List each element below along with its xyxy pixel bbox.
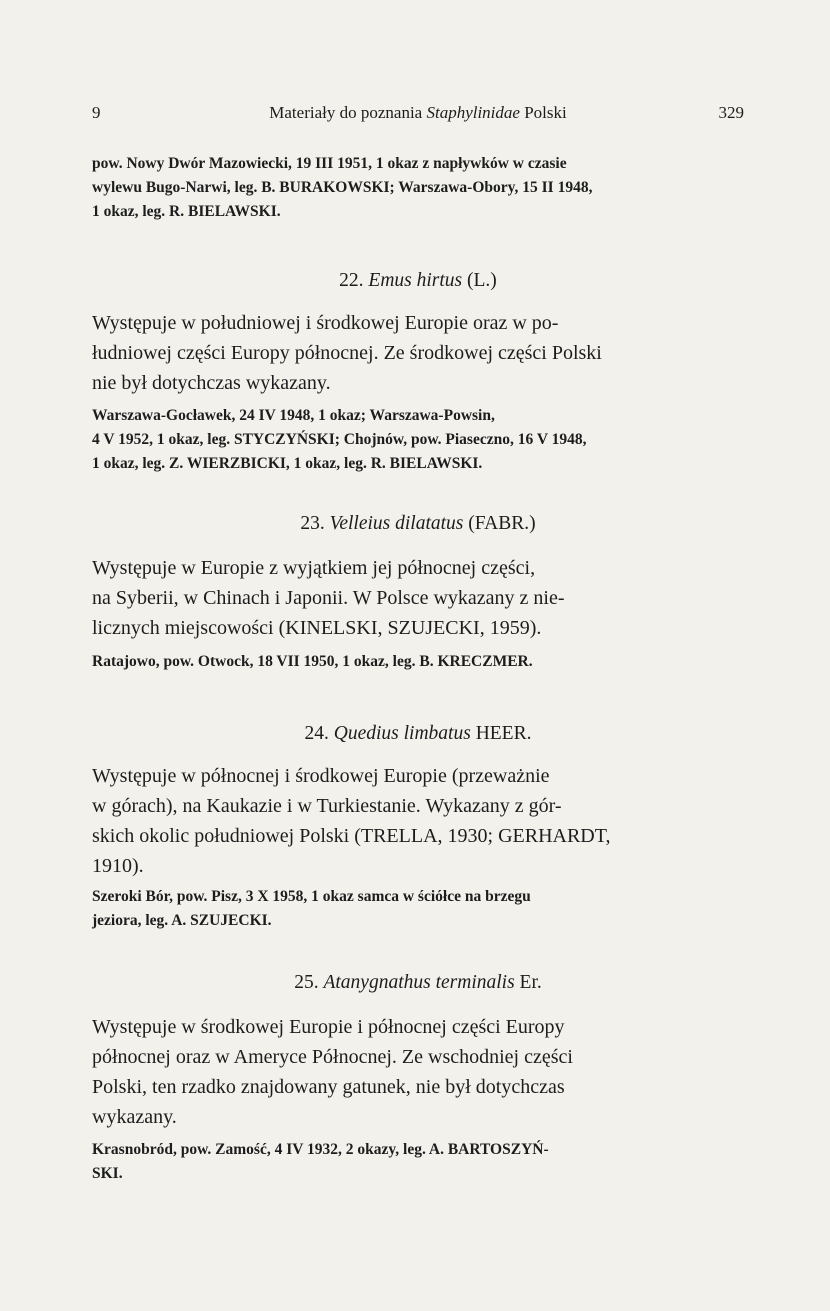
header-title — [92, 100, 744, 126]
header-issue-number: 9 — [92, 103, 101, 122]
description-line: Występuje w Europie z wyjątkiem jej północnej części, — [92, 557, 536, 579]
description-line: 1910). — [92, 855, 144, 877]
record-line: Krasnobród, pow. Zamość, 4 IV 1932, 2 okazy, leg. A. BARTOSZYŃ- — [92, 1141, 549, 1158]
species-number: 25. — [294, 972, 319, 993]
record-line: pow. Nowy Dwór Mazowiecki, 19 III 1951, 1 okaz z napływków w czasie — [92, 155, 567, 172]
description-line: północnej oraz w Ameryce Północnej. Ze wschodniej części — [92, 1046, 573, 1068]
header-page-number: 329 — [718, 103, 744, 122]
record-line: SKI. — [92, 1165, 123, 1182]
species-name: Velleius dilatatus — [329, 513, 464, 534]
header-title-taxon: Staphylinidae — [426, 103, 520, 122]
species-description-25 — [92, 1012, 744, 1132]
description-line: nie był dotychczas wykazany. — [92, 372, 331, 394]
record-line: jeziora, leg. A. SZUJECKI. — [92, 912, 272, 929]
species-author: (FABR.) — [468, 513, 536, 534]
record-line: 1 okaz, leg. Z. WIERZBICKI, 1 okaz, leg. R. BIELAWSKI. — [92, 455, 483, 472]
species-records-24 — [92, 885, 744, 933]
species-records-25 — [92, 1138, 744, 1186]
species-heading-24 — [92, 720, 744, 748]
species-records-23 — [92, 650, 744, 674]
species-heading-22 — [92, 267, 744, 295]
header-title-prefix: Materiały do poznania — [269, 103, 427, 122]
species-description-22 — [92, 308, 744, 398]
species-name: Emus hirtus — [368, 270, 463, 291]
record-line: Ratajowo, pow. Otwock, 18 VII 1950, 1 okaz, leg. B. KRECZMER. — [92, 653, 533, 670]
description-line: Występuje w południowej i środkowej Europie oraz w po- — [92, 312, 559, 334]
description-line: skich okolic południowej Polski (TRELLA, 1930; GERHARDT, — [92, 825, 611, 847]
species-heading-25 — [92, 969, 744, 997]
record-line: wylewu Bugo-Narwi, leg. B. BURAKOWSKI; Warszawa-Obory, 15 II 1948, — [92, 179, 593, 196]
species-number: 24. — [304, 723, 329, 744]
species-description-23 — [92, 553, 744, 643]
species-author: HEER. — [475, 723, 532, 744]
record-line: 1 okaz, leg. R. BIELAWSKI. — [92, 203, 281, 220]
species-name: Atanygnathus terminalis — [323, 972, 515, 993]
record-line: Szeroki Bór, pow. Pisz, 3 X 1958, 1 okaz samca w ściółce na brzegu — [92, 888, 531, 905]
description-line: Występuje w środkowej Europie i północnej części Europy — [92, 1016, 565, 1038]
running-header — [92, 100, 744, 126]
record-line: Warszawa-Gocławek, 24 IV 1948, 1 okaz; Warszawa-Powsin, — [92, 407, 495, 424]
description-line: Występuje w północnej i środkowej Europie (przeważnie — [92, 765, 550, 787]
species-name: Quedius limbatus — [333, 723, 471, 744]
record-line: 4 V 1952, 1 okaz, leg. STYCZYŃSKI; Chojnów, pow. Piaseczno, 16 V 1948, — [92, 431, 587, 448]
species-heading-23 — [92, 510, 744, 538]
description-line: licznych miejscowości (KINELSKI, SZUJECKI, 1959). — [92, 617, 542, 639]
record-block-continuation — [92, 152, 744, 224]
species-records-22 — [92, 404, 744, 476]
species-description-24 — [92, 761, 744, 881]
description-line: w górach), na Kaukazie i w Turkiestanie. Wykazany z gór- — [92, 795, 562, 817]
species-author: (L.) — [467, 270, 497, 291]
description-line: na Syberii, w Chinach i Japonii. W Polsce wykazany z nie- — [92, 587, 565, 609]
description-line: Polski, ten rzadko znajdowany gatunek, nie był dotychczas — [92, 1076, 565, 1098]
species-number: 23. — [300, 513, 325, 534]
species-author: Er. — [519, 972, 542, 993]
species-number: 22. — [339, 270, 364, 291]
description-line: łudniowej części Europy północnej. Ze środkowej części Polski — [92, 342, 602, 364]
description-line: wykazany. — [92, 1106, 177, 1128]
header-title-suffix: Polski — [519, 103, 567, 122]
